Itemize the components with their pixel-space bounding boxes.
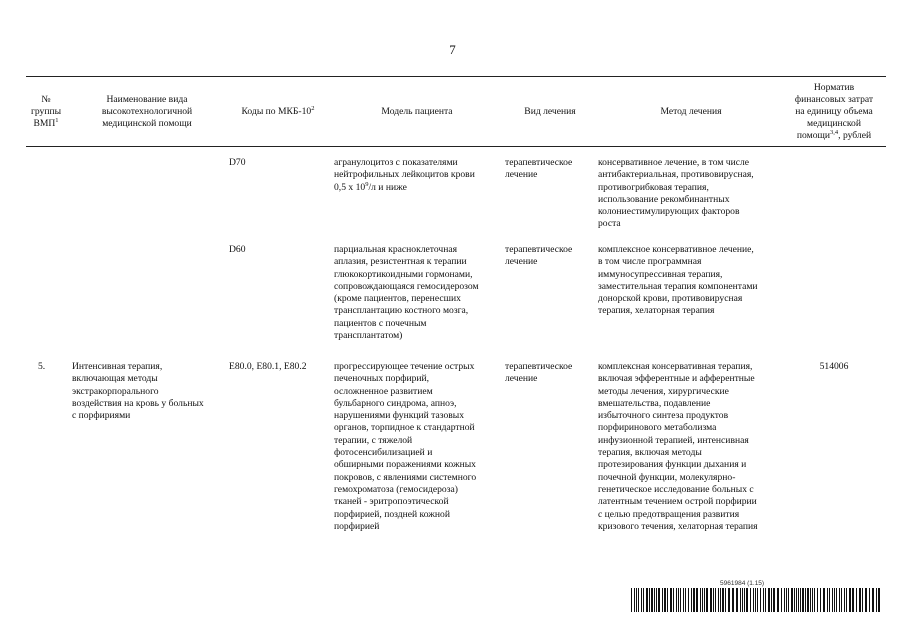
- barcode-bar: [722, 588, 724, 612]
- barcode-bar: [794, 588, 795, 612]
- barcode-bar: [876, 588, 877, 612]
- barcode-bar: [852, 588, 854, 612]
- barcode-bar: [678, 588, 679, 612]
- barcode-bar: [814, 588, 815, 612]
- header-icd-codes: Коды по МКБ-$10^2$: [241, 104, 315, 117]
- barcode-bar: [691, 588, 692, 612]
- row-5-number: 5.: [38, 361, 46, 372]
- barcode-bar: [720, 588, 721, 612]
- barcode-bar: [656, 588, 657, 612]
- barcode-bar: [715, 588, 716, 612]
- barcode-bar: [649, 588, 650, 612]
- barcode-bar: [856, 588, 857, 612]
- row-d60-method: комплексное консервативное лечение, в том числе программная иммуносупрессивная терапия, заместительная терапия компонентами донорской крови, противовирусная терапия, хелаторная терапия: [598, 244, 758, 317]
- barcode-bar: [832, 588, 833, 612]
- barcode-bar: [802, 588, 804, 612]
- row-5-care-name: Интенсивная терапия, включающая методы экстракорпорального воздействия на кровь у больных с порфириями: [72, 361, 204, 422]
- barcode-bar: [859, 588, 861, 612]
- barcode-bar: [728, 588, 730, 612]
- row-d60-treatment: терапевтическое лечение: [505, 244, 573, 268]
- barcode-bar: [817, 588, 818, 612]
- barcode-bar: [849, 588, 851, 612]
- barcode-bar: [820, 588, 821, 612]
- barcode-bar: [829, 588, 830, 612]
- barcode-bar: [710, 588, 712, 612]
- barcode-bar: [736, 588, 738, 612]
- barcode-bar: [676, 588, 677, 612]
- barcode-bar: [763, 588, 764, 612]
- row-d70-treatment: терапевтическое лечение: [505, 157, 573, 181]
- barcode-bar: [631, 588, 632, 612]
- barcode-image: [631, 588, 883, 612]
- barcode-bar: [643, 588, 644, 612]
- barcode-bar: [796, 588, 797, 612]
- barcode-bar: [784, 588, 785, 612]
- barcode-bar: [683, 588, 684, 612]
- barcode-bar: [704, 588, 705, 612]
- row-d70-code: D70: [229, 157, 246, 168]
- barcode-bar: [878, 588, 880, 612]
- row-5-method: комплексная консервативная терапия, включая эфферентные и афферентные методы лечения, хирургические вмешательства, подавление избыточного синтеза продуктов порфиринового метаболизма инфузионной терапией, интенсивная терапия, включая методы протезирования функции дыхания и почечной функции, молекулярно- генетическое исследование больных с латентным течением острой порфирии с целью предотвращения развития кризового течения, хелаторная терапия: [598, 361, 758, 532]
- barcode-bar: [869, 588, 870, 612]
- barcode-bar: [800, 588, 801, 612]
- barcode-bar: [791, 588, 793, 612]
- barcode-bar: [771, 588, 772, 612]
- barcode-bar: [742, 588, 743, 612]
- barcode-bar: [744, 588, 745, 612]
- barcode-bar: [812, 588, 813, 612]
- barcode-bar: [713, 588, 714, 612]
- barcode-bar: [673, 588, 674, 612]
- barcode-bar: [827, 588, 828, 612]
- barcode-bar: [638, 588, 639, 612]
- barcode-bar: [700, 588, 701, 612]
- barcode-bar: [732, 588, 734, 612]
- barcode-bar: [846, 588, 847, 612]
- barcode-bar: [805, 588, 806, 612]
- barcode-bar: [810, 588, 811, 612]
- barcode-bar: [634, 588, 635, 612]
- barcode-bar: [670, 588, 672, 612]
- barcode-bar: [836, 588, 837, 612]
- barcode-bar: [823, 588, 825, 612]
- barcode-bar: [706, 588, 708, 612]
- header-group-number: № группы ВМП$^1$: [30, 94, 62, 129]
- barcode-bar: [654, 588, 655, 612]
- row-d70-model: агранулоцитоз с показателями нейтрофильных лейкоцитов крови 0,5 x $10^9/л$ и ниже: [334, 157, 475, 193]
- barcode-bar: [788, 588, 789, 612]
- barcode-bar: [786, 588, 787, 612]
- row-5-treatment: терапевтическое лечение: [505, 361, 573, 385]
- barcode-bar: [636, 588, 637, 612]
- barcode-bar: [725, 588, 726, 612]
- header-cost-norm: Норматив финансовых затрат на единицу объема медицинской помощи$^{3,4}$, рублей: [794, 82, 874, 141]
- barcode-bar: [667, 588, 668, 612]
- barcode-bar: [688, 588, 689, 612]
- barcode-bar: [839, 588, 840, 612]
- barcode-bar: [651, 588, 653, 612]
- page-number: 7: [449, 42, 456, 57]
- barcode-bar: [641, 588, 642, 612]
- barcode-bar: [777, 588, 779, 612]
- barcode-bar: [807, 588, 809, 612]
- barcode-bar: [765, 588, 766, 612]
- header-patient-model: Модель пациента: [381, 106, 453, 117]
- barcode-bar: [872, 588, 874, 612]
- barcode-bar: [702, 588, 703, 612]
- barcode-bar: [844, 588, 845, 612]
- row-5-cost: 514006: [819, 361, 849, 372]
- barcode-bar: [773, 588, 775, 612]
- barcode-bar: [753, 588, 754, 612]
- barcode-bar: [781, 588, 782, 612]
- barcode-bar: [841, 588, 842, 612]
- row-d70-method: консервативное лечение, в том числе антибактериальная, противовирусная, противогрибковая терапия, использование рекомбинантных колониестимулирующих факторов роста: [598, 157, 754, 230]
- header-treatment-method: Метод лечения: [660, 106, 722, 117]
- row-d60-code: D60: [229, 244, 246, 255]
- table-header-rule: [26, 146, 886, 147]
- barcode-bar: [757, 588, 758, 612]
- barcode-bar: [646, 588, 648, 612]
- barcode-bar: [755, 588, 756, 612]
- barcode-bar: [685, 588, 686, 612]
- barcode-bar: [798, 588, 799, 612]
- barcode-bar: [746, 588, 748, 612]
- barcode-bar: [834, 588, 835, 612]
- barcode-bar: [862, 588, 863, 612]
- row-d60-model: парциальная красноклеточная аплазия, резистентная к терапии глюкокортикоидными гормонами, сопровождающаяся гемосидерозом (кроме пациентов, перенесших трансплантацию костного мозга, пациентов с почечным трансплантатом): [334, 244, 479, 342]
- barcode-bar: [768, 588, 770, 612]
- barcode-bar: [760, 588, 761, 612]
- row-5-codes: E80.0, E80.1, E80.2: [229, 361, 307, 372]
- barcode-id: 5961984 (1.15): [720, 580, 765, 587]
- barcode-bar: [718, 588, 719, 612]
- barcode-bar: [693, 588, 695, 612]
- row-5-model: прогрессирующее течение острых печеночных порфирий, осложненное развитием бульбарного синдрома, апноэ, нарушениями функций тазовых органов, торпидное к стандартной терапии, с тяжелой фотосенсибилизацией и обширными поражениями кожных покровов, с явлениями системного гемохроматоза (гемосидероза) тканей - эритропоэтической порфирией, поздней кожной порфирией: [334, 361, 477, 532]
- barcode-bar: [740, 588, 741, 612]
- barcode-bar: [658, 588, 660, 612]
- barcode-bar: [750, 588, 751, 612]
- barcode-bar: [865, 588, 867, 612]
- barcode-bar: [662, 588, 663, 612]
- header-care-type: Наименование вида высокотехнологичной медицинской помощи: [101, 94, 193, 129]
- barcode-bar: [680, 588, 681, 612]
- barcode-bar: [696, 588, 698, 612]
- table-top-rule: [26, 76, 886, 77]
- barcode-bar: [664, 588, 666, 612]
- header-treatment-type: Вид лечения: [524, 106, 576, 117]
